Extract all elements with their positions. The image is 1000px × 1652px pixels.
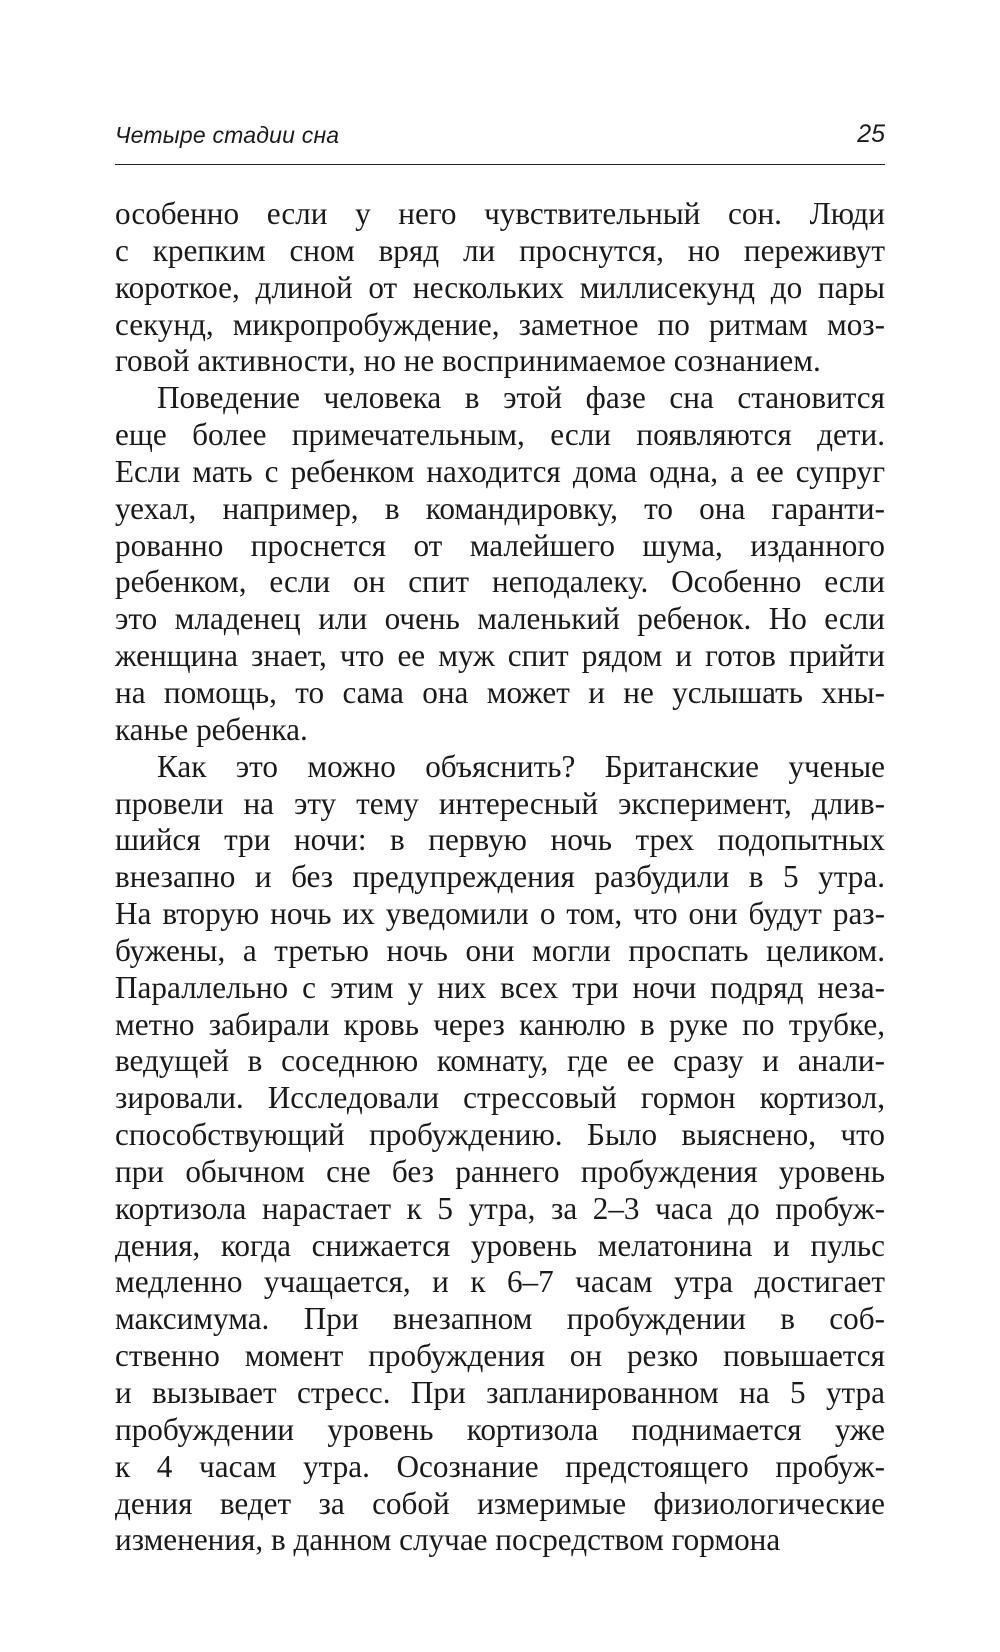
text-line: уехал, например, в командировку, то она гаранти- [115, 490, 885, 526]
text-line: бужены, а третью ночь они могли проспать целиком. [115, 932, 885, 968]
text-line: на помощь, то сама она может и не услышать хны- [115, 674, 885, 710]
text-line: медленно учащается, и к 6–7 часам утра достигает [115, 1264, 885, 1300]
text-line: еще более примечательным, если появляются дети. [115, 417, 885, 453]
text-line: Если мать с ребенком находится дома одна, а ее супруг [115, 453, 885, 489]
text-line: ребенком, если он спит неподалеку. Особенно если [115, 564, 885, 600]
text-line: ведущей в соседнюю комнату, где ее сразу и анали- [115, 1043, 885, 1079]
text-line: провели на эту тему интересный эксперимент, длив- [115, 785, 885, 821]
text-line: особенно если у него чувствительный сон. Люди [115, 196, 885, 231]
page-number: 25 [857, 120, 885, 148]
text-line: при обычном сне без раннего пробуждения уровень [115, 1153, 885, 1189]
text-line: говой активности, но не воспринимаемое сознанием. [115, 343, 821, 379]
text-line: канье ребенка. [115, 711, 308, 747]
text-line: к 4 часам утра. Осознание предстоящего пробуж- [115, 1448, 885, 1484]
text-line: дения, когда снижается уровень мелатонина и пульс [115, 1227, 885, 1263]
paragraph [115, 196, 885, 380]
text-line: секунд, микропробуждение, заметное по ритмам моз- [115, 306, 885, 342]
paragraph [115, 380, 885, 748]
text-line: метно забирали кровь через канюлю в руке по трубке, [115, 1006, 885, 1042]
text-line: зировали. Исследовали стрессовый гормон кортизол, [115, 1080, 885, 1116]
text-line: с крепким сном вряд ли проснутся, но переживут [115, 232, 885, 268]
text-line: способствующий пробуждению. Было выяснено, что [115, 1117, 885, 1153]
running-title: Четыре стадии сна [115, 122, 340, 148]
text-line: пробуждении уровень кортизола поднимается уже [115, 1411, 885, 1447]
text-line: Параллельно с этим у них всех три ночи подряд неза- [115, 969, 885, 1005]
text-line: ственно момент пробуждения он резко повышается [115, 1338, 885, 1374]
text-line: короткое, длиной от нескольких миллисекунд до пары [115, 269, 885, 305]
running-header [115, 116, 885, 165]
text-line: кортизола нарастает к 5 утра, за 2–3 часа до пробуж- [115, 1190, 885, 1226]
text-line: и вызывает стресс. При запланированном на 5 утра [115, 1375, 885, 1410]
text-line: Поведение человека в этой фазе сна становится [157, 380, 885, 416]
text-line: женщина знает, что ее муж спит рядом и готов прийти [115, 638, 885, 674]
text-line: рованно проснется от малейшего шума, изданного [115, 527, 885, 563]
text-line: шийся три ночи: в первую ночь трех подопытных [115, 822, 885, 858]
text-line: Как это можно объяснить? Британские ученые [157, 748, 885, 784]
text-line: внезапно и без предупреждения разбудили в 5 утра. [115, 859, 885, 895]
text-line: максимума. При внезапном пробуждении в соб- [115, 1301, 885, 1337]
paragraph [115, 749, 885, 1560]
text-line: На вторую ночь их уведомили о том, что они будут раз- [115, 896, 885, 932]
text-line: изменения, в данном случае посредством гормона [115, 1522, 781, 1558]
text-line: дения ведет за собой измеримые физиологические [115, 1485, 885, 1521]
body-text [115, 196, 885, 1559]
text-line: это младенец или очень маленький ребенок. Но если [115, 601, 885, 637]
